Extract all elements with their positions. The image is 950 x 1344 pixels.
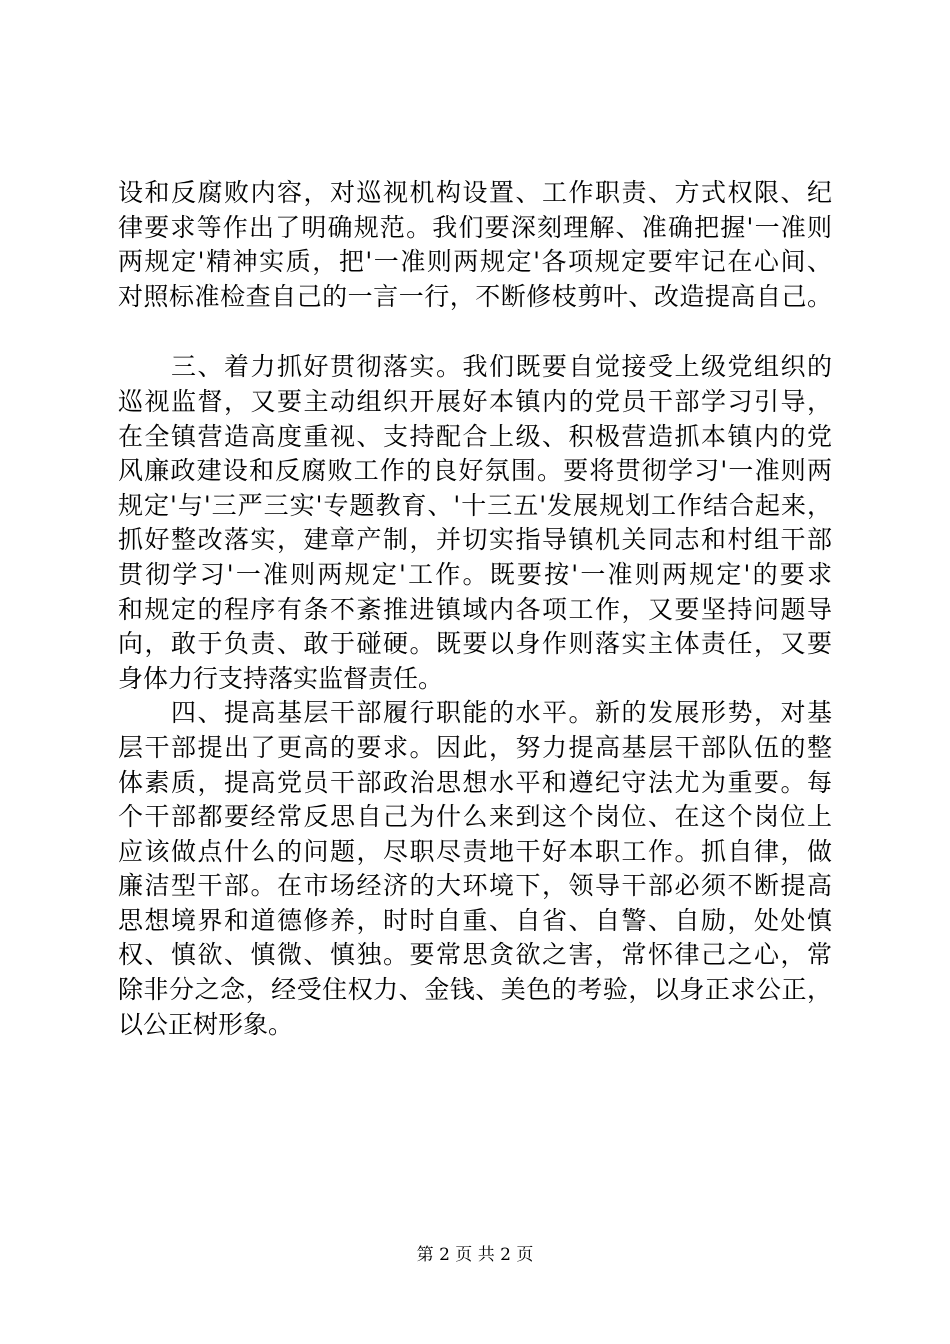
text-line: 两规定'精神实质，把'一准则两规定'各项规定要牢记在心间、 xyxy=(118,247,832,277)
text-line: 和规定的程序有条不紊推进镇域内各项工作，又要坚持问题导 xyxy=(118,594,832,624)
text-line: 巡视监督，又要主动组织开展好本镇内的党员干部学习引导， xyxy=(118,386,832,416)
text-line: 贯彻学习'一准则两规定'工作。既要按'一准则两规定'的要求 xyxy=(118,559,832,589)
text-line: 权、慎欲、慎微、慎独。要常思贪欲之害，常怀律己之心，常 xyxy=(118,940,832,970)
text-line: 除非分之念，经受住权力、金钱、美色的考验，以身正求公正， xyxy=(118,975,832,1005)
text-line: 三、着力抓好贯彻落实。我们既要自觉接受上级党组织的 xyxy=(118,352,832,382)
text-line: 体素质，提高党员干部政治思想水平和遵纪守法尤为重要。每 xyxy=(118,767,832,797)
text-line: 思想境界和道德修养，时时自重、自省、自警、自励，处处慎 xyxy=(118,905,832,935)
text-line: 抓好整改落实，建章产制，并切实指导镇机关同志和村组干部 xyxy=(118,525,832,555)
text-line: 对照标准检查自己的一言一行，不断修枝剪叶、改造提高自己。 xyxy=(118,281,832,311)
text-line: 层干部提出了更高的要求。因此，努力提高基层干部队伍的整 xyxy=(118,732,832,762)
text-line: 风廉政建设和反腐败工作的良好氛围。要将贯彻学习'一准则两 xyxy=(118,456,833,486)
document-body xyxy=(118,176,832,1042)
page-footer: 第 2 页 共 2 页 xyxy=(416,1245,534,1265)
text-line: 规定'与'三严三实'专题教育、'十三五'发展规划工作结合起来， xyxy=(118,490,832,520)
paragraph-continuation xyxy=(118,176,832,314)
text-line: 应该做点什么的问题，尽职尽责地干好本职工作。抓自律，做 xyxy=(118,836,832,866)
paragraph-four xyxy=(118,696,832,1042)
text-line: 个干部都要经常反思自己为什么来到这个岗位、在这个岗位上 xyxy=(118,802,832,832)
text-line: 在全镇营造高度重视、支持配合上级、积极营造抓本镇内的党 xyxy=(118,421,832,451)
text-line: 律要求等作出了明确规范。我们要深刻理解、准确把握'一准则 xyxy=(118,212,832,242)
text-line: 身体力行支持落实监督责任。 xyxy=(118,663,444,693)
paragraph-three xyxy=(118,350,832,696)
paragraph-gap xyxy=(118,314,832,350)
text-line: 廉洁型干部。在市场经济的大环境下，领导干部必须不断提高 xyxy=(118,871,832,901)
text-line: 向，敢于负责、敢于碰硬。既要以身作则落实主体责任，又要 xyxy=(118,629,832,659)
text-line: 设和反腐败内容，对巡视机构设置、工作职责、方式权限、纪 xyxy=(118,178,832,207)
text-line: 四、提高基层干部履行职能的水平。新的发展形势，对基 xyxy=(118,698,832,728)
text-line: 以公正树形象。 xyxy=(118,1009,294,1039)
